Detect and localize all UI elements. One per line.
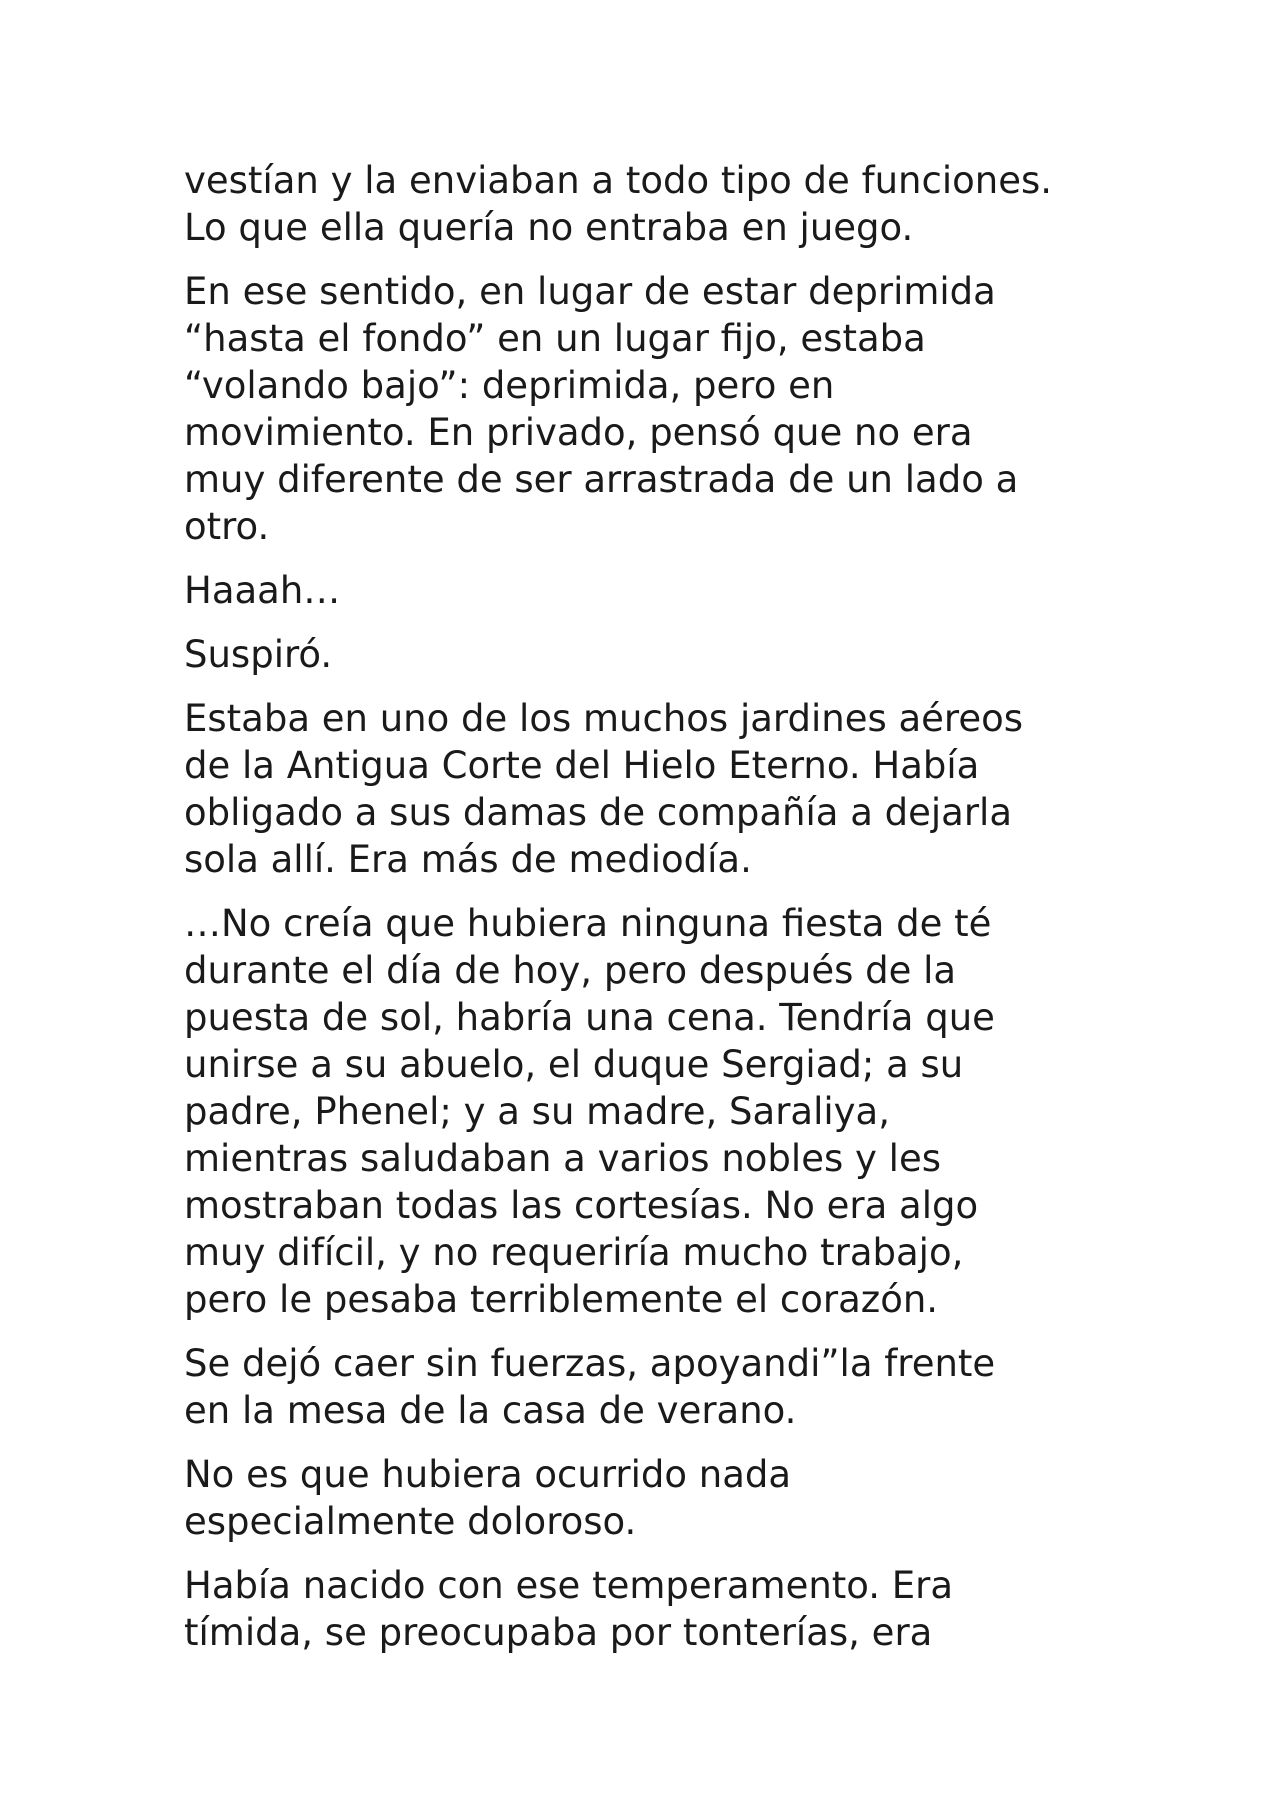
paragraph: Suspiró. (184, 633, 333, 676)
paragraph: Se dejó caer sin fuerzas, apoyandi”la frente en la mesa de la casa de verano. (184, 1342, 996, 1432)
paragraph: Había nacido con ese temperamento. Era tímida, se preocupaba por tonterías, era (184, 1564, 954, 1654)
paragraph: …No creía que hubiera ninguna fiesta de té durante el día de hoy, pero después de la puesta de sol, habría una cena. Tendría que unirse a su abuelo, el duque Sergiad; a su padre, Phenel; y a su madre, Saraliya, mientras saludaban a varios nobles y les mostraban todas las cortesías. No era algo muy difícil, y no requeriría mucho trabajo, pero le pesaba terriblemente el corazón. (184, 902, 995, 1321)
paragraph: Estaba en uno de los muchos jardines aéreos de la Antigua Corte del Hielo Eterno. Había obligado a sus damas de compañía a dejarla sola allí. Era más de mediodía. (184, 697, 1024, 881)
paragraph: vestían y la enviaban a todo tipo de funciones. Lo que ella quería no entraba en juego. (184, 159, 1053, 249)
paragraph: Haaah… (184, 569, 341, 612)
paragraph: En ese sentido, en lugar de estar deprimida “hasta el fondo” en un lugar fijo, estaba “volando bajo”: deprimida, pero en movimiento. En privado, pensó que no era muy diferente de ser arrastrada de un lado a otro. (184, 270, 1019, 548)
body-text (184, 157, 1144, 1673)
paragraph: No es que hubiera ocurrido nada especialmente doloroso. (184, 1453, 792, 1543)
